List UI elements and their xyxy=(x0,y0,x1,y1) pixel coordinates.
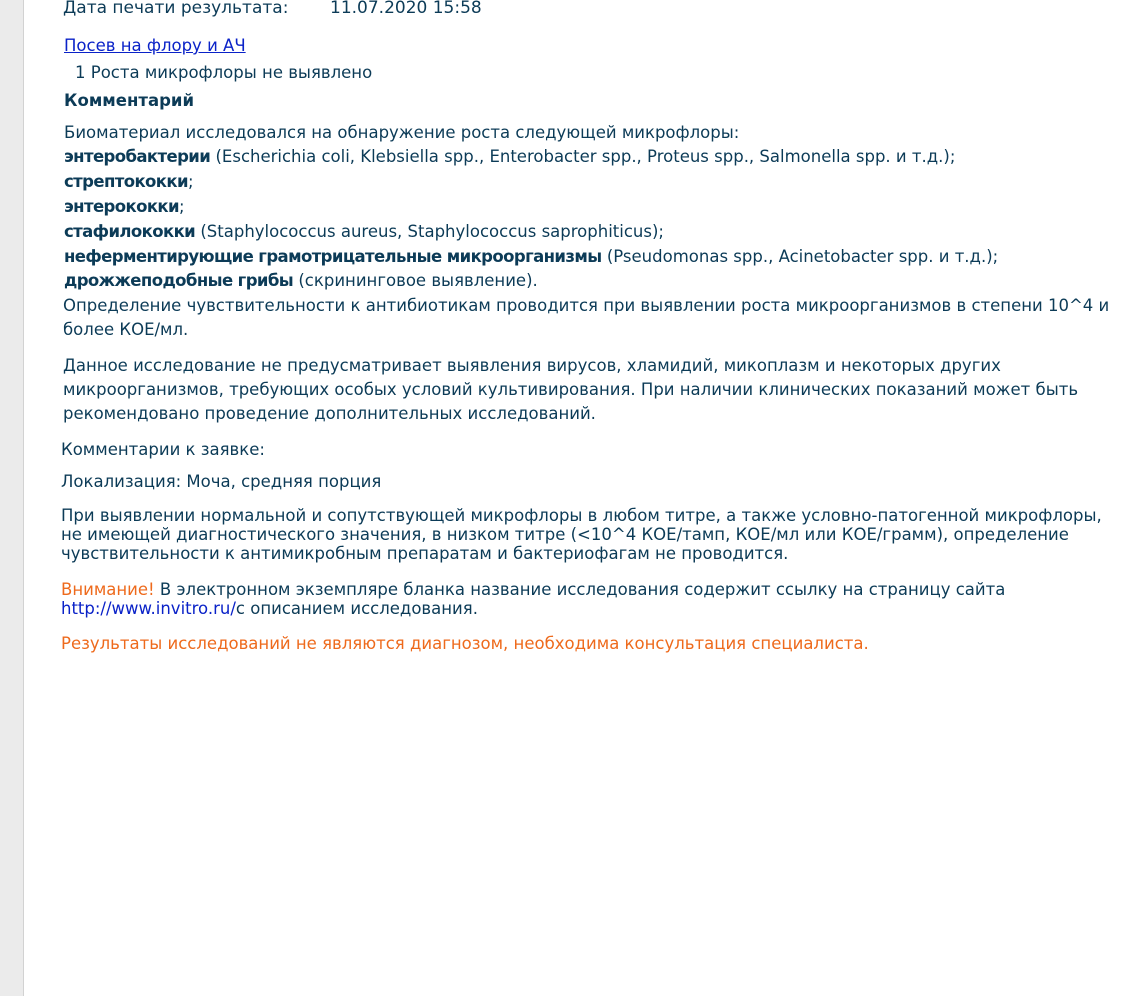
scope-note-line: Данное исследование не предусматривает выявления вирусов, хламидий, микоплазм и некоторых других xyxy=(63,356,1001,375)
organism-name: энтерококки xyxy=(64,197,179,216)
normal-flora-note-line: не имеющей диагностического значения, в низком титре (<10^4 КОЕ/тамп, КОЕ/мл или КОЕ/грамм), определение xyxy=(61,525,1069,544)
organism-item xyxy=(64,246,998,268)
print-date-label: Дата печати результата: xyxy=(63,0,289,18)
organism-name: неферментирующие грамотрицательные микроорганизмы xyxy=(64,247,602,266)
organism-name: энтеробактерии xyxy=(64,147,211,166)
organism-item xyxy=(64,146,955,168)
attention-notice-continued xyxy=(61,599,478,619)
organism-item xyxy=(64,270,538,292)
comment-heading: Комментарий xyxy=(64,91,195,110)
print-date-value: 11.07.2020 15:58 xyxy=(330,0,482,18)
attention-label: Внимание! xyxy=(61,580,155,599)
organism-item xyxy=(64,221,664,243)
biomaterial-intro: Биоматериал исследовался на обнаружение роста следующей микрофлоры: xyxy=(64,123,740,142)
localization-text: Локализация: Моча, средняя порция xyxy=(61,472,382,491)
organism-name: стрептококки xyxy=(64,172,188,191)
attention-text-end: с описанием исследования. xyxy=(235,599,478,618)
normal-flora-note-line: При выявлении нормальной и сопутствующей микрофлоры в любом титре, а также условно-патогенной микрофлоры, xyxy=(61,506,1102,525)
organism-item xyxy=(64,196,185,218)
site-link[interactable]: http://www.invitro.ru/ xyxy=(61,599,236,618)
test-result: 1 Роста микрофлоры не выявлено xyxy=(75,63,373,82)
organism-item xyxy=(64,171,194,193)
attention-text: В электронном экземпляре бланка название исследования содержит ссылку на страницу сайта xyxy=(154,580,1006,599)
test-name-link[interactable]: Посев на флору и АЧ xyxy=(64,36,246,55)
sensitivity-text-line: более КОЕ/мл. xyxy=(63,320,189,339)
disclaimer-text: Результаты исследований не являются диагнозом, необходима консультация специалиста. xyxy=(61,634,869,653)
organism-detail: (Staphylococcus aureus, Staphylococcus saprophiticus); xyxy=(195,222,664,241)
order-comments-label: Комментарии к заявке: xyxy=(61,440,265,459)
attention-notice xyxy=(61,580,1005,600)
organism-detail: ; xyxy=(187,172,194,191)
normal-flora-note-line: чувствительности к антимикробным препаратам и бактериофагам не проводится. xyxy=(61,544,789,563)
scope-note-line: рекомендовано проведение дополнительных исследований. xyxy=(63,404,596,423)
organism-detail: ; xyxy=(178,197,185,216)
organism-detail: (Pseudomonas spp., Acinetobacter spp. и т.д.); xyxy=(601,247,999,266)
organism-detail: (скрининговое выявление). xyxy=(293,271,538,290)
sensitivity-text-line: Определение чувствительности к антибиотикам проводится при выявлении роста микроорганизмов в степени 10^4 и xyxy=(63,296,1110,315)
organism-name: дрожжеподобные грибы xyxy=(64,271,294,290)
organism-detail: (Escherichia coli, Klebsiella spp., Enterobacter spp., Proteus spp., Salmonella spp. и т.д.); xyxy=(210,147,956,166)
scope-note-line: микроорганизмов, требующих особых условий культивирования. При наличии клинических показаний может быть xyxy=(63,380,1079,399)
organism-name: стафилококки xyxy=(64,222,196,241)
